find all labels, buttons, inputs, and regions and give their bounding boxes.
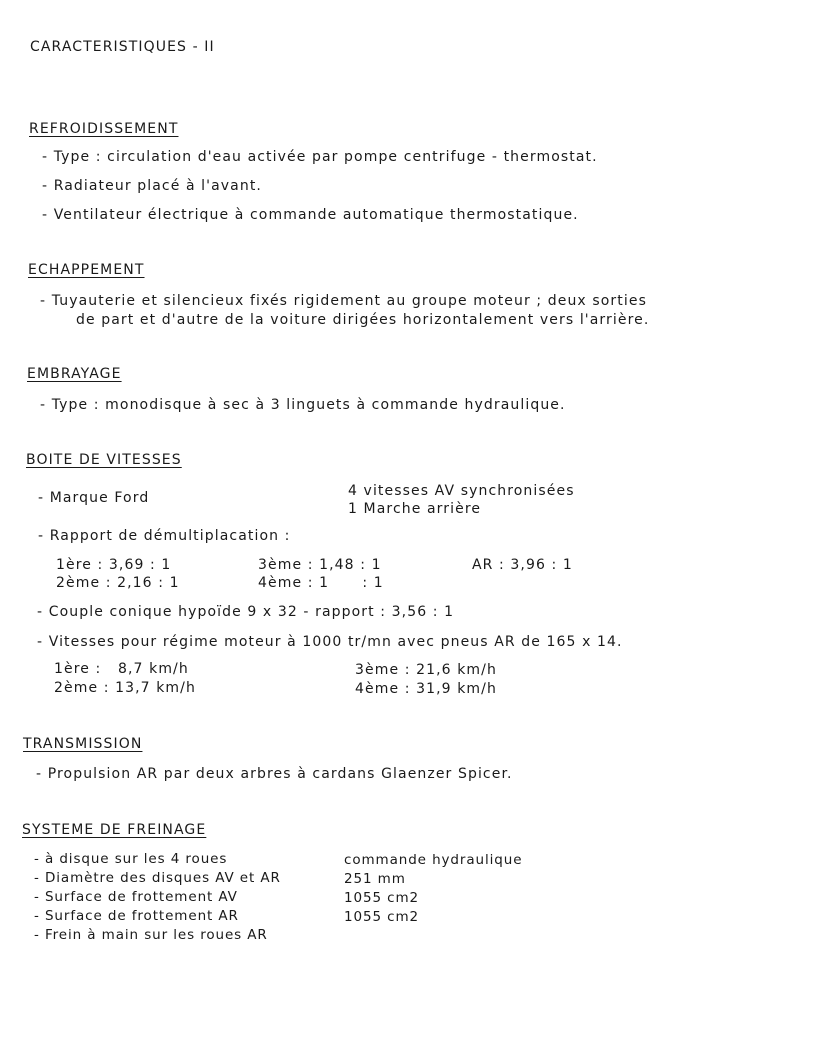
speed-2: 2ème : 13,7 km/h bbox=[54, 680, 196, 696]
section-heading-refroidissement: REFROIDISSEMENT bbox=[29, 121, 179, 137]
transmission-line: - Propulsion AR par deux arbres à cardans Glaenzer Spicer. bbox=[36, 766, 513, 782]
refroidissement-line: - Ventilateur électrique à commande automatique thermostatique. bbox=[42, 207, 579, 223]
boite-rapport-label: - Rapport de démultiplacation : bbox=[38, 528, 291, 544]
rapport-3: 3ème : 1,48 : 1 bbox=[258, 557, 382, 573]
freinage-row-label: - Surface de frottement AR bbox=[34, 908, 239, 924]
rapport-ar: AR : 3,96 : 1 bbox=[472, 557, 573, 573]
section-heading-systeme-de-freinage: SYSTEME DE FREINAGE bbox=[22, 822, 207, 838]
refroidissement-line: - Type : circulation d'eau activée par pompe centrifuge - thermostat. bbox=[42, 149, 598, 165]
boite-marche-ar: 1 Marche arrière bbox=[348, 501, 482, 517]
refroidissement-line: - Radiateur placé à l'avant. bbox=[42, 178, 262, 194]
freinage-row-value: commande hydraulique bbox=[344, 852, 523, 868]
freinage-row-label: - Diamètre des disques AV et AR bbox=[34, 870, 281, 886]
boite-vitesses-av: 4 vitesses AV synchronisées bbox=[348, 483, 575, 499]
boite-vitesses-regime: - Vitesses pour régime moteur à 1000 tr/mn avec pneus AR de 165 x 14. bbox=[37, 634, 623, 650]
page-title: CARACTERISTIQUES - II bbox=[30, 39, 215, 55]
embrayage-line: - Type : monodisque à sec à 3 linguets à commande hydraulique. bbox=[40, 397, 566, 413]
freinage-row-value: 251 mm bbox=[344, 871, 406, 887]
boite-marque: - Marque Ford bbox=[38, 490, 150, 506]
section-heading-boite-de-vitesses: BOITE DE VITESSES bbox=[26, 452, 182, 468]
rapport-4: 4ème : 1 : 1 bbox=[258, 575, 384, 591]
section-heading-echappement: ECHAPPEMENT bbox=[28, 262, 145, 278]
freinage-row-value: 1055 cm2 bbox=[344, 909, 420, 925]
freinage-row-value: 1055 cm2 bbox=[344, 890, 420, 906]
speed-1: 1ère : 8,7 km/h bbox=[54, 661, 189, 677]
freinage-row-label: - Surface de frottement AV bbox=[34, 889, 238, 905]
freinage-row-label: - à disque sur les 4 roues bbox=[34, 851, 228, 867]
speed-3: 3ème : 21,6 km/h bbox=[355, 662, 497, 678]
section-heading-transmission: TRANSMISSION bbox=[23, 736, 143, 752]
rapport-2: 2ème : 2,16 : 1 bbox=[56, 575, 180, 591]
echappement-line: - Tuyauterie et silencieux fixés rigidement au groupe moteur ; deux sorties bbox=[40, 293, 647, 309]
rapport-1: 1ère : 3,69 : 1 bbox=[56, 557, 172, 573]
freinage-row-label: - Frein à main sur les roues AR bbox=[34, 927, 268, 943]
boite-couple: - Couple conique hypoïde 9 x 32 - rapport : 3,56 : 1 bbox=[37, 604, 455, 620]
echappement-line: de part et d'autre de la voiture dirigées horizontalement vers l'arrière. bbox=[76, 312, 650, 328]
speed-4: 4ème : 31,9 km/h bbox=[355, 681, 497, 697]
section-heading-embrayage: EMBRAYAGE bbox=[27, 366, 122, 382]
